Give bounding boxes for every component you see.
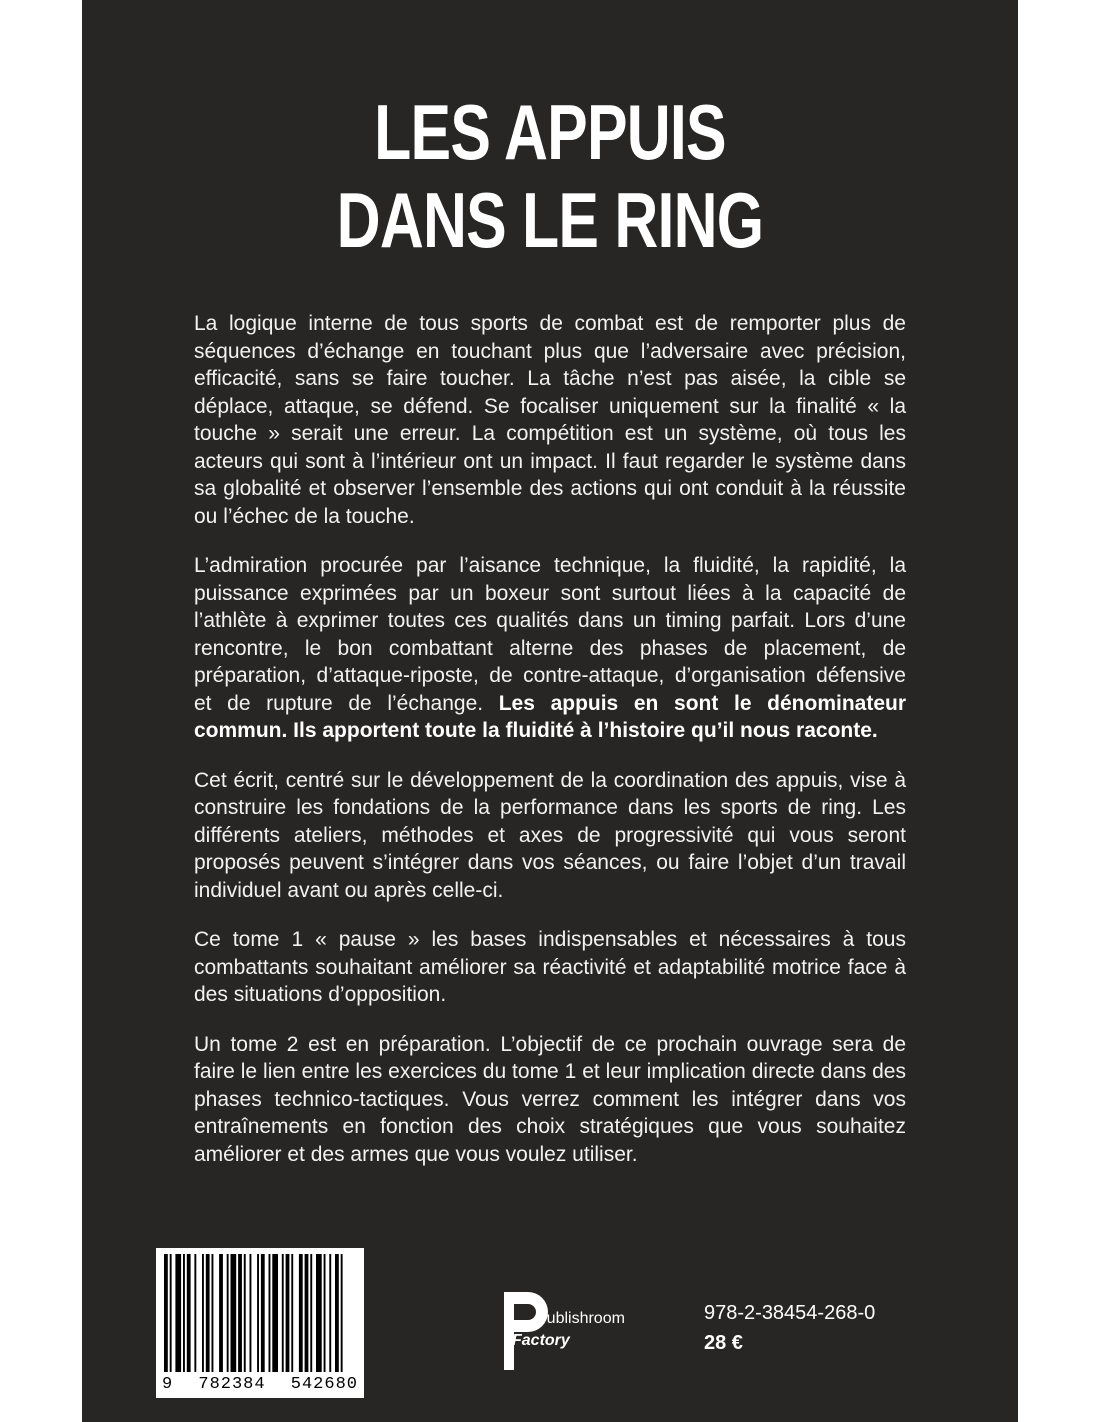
barcode-bar [341, 1254, 343, 1372]
barcode-bar [310, 1254, 312, 1372]
barcode-bar [164, 1254, 168, 1372]
paragraph-3: Cet écrit, centré sur le développement de la coordination des appuis, vise à construire les fondations de la performance dans les sports de ring. Les différents ateliers, méthodes et axes de progressivité qui vous seront proposés peuvent s’intégrer dans vos séances, ou faire l’objet d’un travail individuel avant ou après celle-ci. [194, 768, 906, 902]
price: 28 € [704, 1332, 743, 1354]
barcode-bar [231, 1254, 237, 1372]
barcode-bar [206, 1254, 210, 1372]
barcode-bar [316, 1254, 322, 1372]
barcode-bar [250, 1254, 252, 1372]
barcode-bar [305, 1254, 309, 1372]
barcode-bar [324, 1254, 326, 1372]
barcode-bar [238, 1254, 242, 1372]
barcode-bar [175, 1254, 181, 1372]
isbn: 978-2-38454-268-0 [704, 1302, 876, 1324]
barcode-bar [269, 1254, 271, 1372]
barcode-bar [170, 1254, 172, 1372]
barcode-bar [282, 1254, 284, 1372]
barcode-bar [329, 1254, 331, 1372]
paragraph-2-bold: Les appuis en sont le dénominateur commun. Ils apportent toute la fluidité à l’histoire qu’il nous raconte. [194, 691, 907, 742]
paragraph-4: Ce tome 1 « pause » les bases indispensables et nécessaires à tous combattants souhaitant améliorer sa réactivité et adaptabilité motrice face à des situations d’opposition. [194, 928, 906, 1006]
barcode-digit-group: 542680 [290, 1375, 358, 1394]
barcode-bar [187, 1254, 191, 1372]
barcode-bar [194, 1254, 196, 1372]
publisher-sub: Factory [512, 1332, 570, 1349]
book-title [82, 88, 1018, 264]
barcode-bar [244, 1254, 246, 1372]
publisher-logo-icon [502, 1286, 642, 1376]
barcode-bar [183, 1254, 185, 1372]
barcode-bars [156, 1248, 364, 1376]
barcode-bar [286, 1254, 290, 1372]
barcode-digits [156, 1375, 364, 1394]
back-cover [82, 0, 1018, 1422]
barcode-bar [291, 1254, 293, 1372]
barcode [156, 1248, 364, 1398]
barcode-bar [272, 1254, 278, 1372]
paragraph-2-regular: L’admiration procurée par l’aisance technique, la fluidité, la rapidité, la puissance exprimées par un boxeur sont surtout liées à la capacité de l’athlète à exprimer toutes ces qualités dans un timing parfait. Lors d’une rencontre, le bon combattant alterne des phases de placement, de préparation, d’attaque-riposte, de contre-attaque, d’organisation défensive et de rupture de l’échange. [194, 554, 906, 715]
barcode-bar [227, 1254, 229, 1372]
barcode-bar [261, 1254, 265, 1372]
barcode-digit-group: 782384 [198, 1375, 266, 1394]
barcode-bar [335, 1254, 339, 1372]
barcode-bar [257, 1254, 259, 1372]
paragraph-2 [194, 552, 906, 745]
barcode-bar [202, 1254, 204, 1372]
publisher-name: Publishroom [536, 1310, 625, 1327]
blurb [194, 310, 906, 1190]
barcode-bar [212, 1254, 214, 1372]
title-line-1: LES APPUIS [374, 88, 726, 176]
publisher-logo [502, 1286, 642, 1376]
paragraph-5: Un tome 2 est en préparation. L’objectif de ce prochain ouvrage sera de faire le lien entre les exercices du tome 1 et leur implication directe dans des phases technico-tactiques. Vous verrez comment les intégrer dans vos entraînements en fonction des choix stratégiques que vous souhaitez améliorer et des armes que vous voulez utiliser. [194, 1032, 906, 1166]
barcode-digit-group: 9 [162, 1375, 174, 1394]
barcode-bar [219, 1254, 223, 1372]
title-line-2: DANS LE RING [336, 176, 764, 264]
paragraph-1: La logique interne de tous sports de combat est de remporter plus de séquences d’échange en touchant plus que l’adversaire avec précision, efficacité, sans se faire toucher. La tâche n’est pas aisée, la cible se déplace, attaque, se défend. Se focaliser uniquement sur la finalité « la touche » serait une erreur. La compétition est un système, où tous les acteurs qui sont à l’intérieur ont un impact. Il faut regarder le système dans sa globalité et observer l’ensemble des actions qui ont conduit à la réussite ou l’échec de la touche. [194, 312, 906, 528]
book-info [704, 1298, 875, 1358]
barcode-bar [299, 1254, 303, 1372]
